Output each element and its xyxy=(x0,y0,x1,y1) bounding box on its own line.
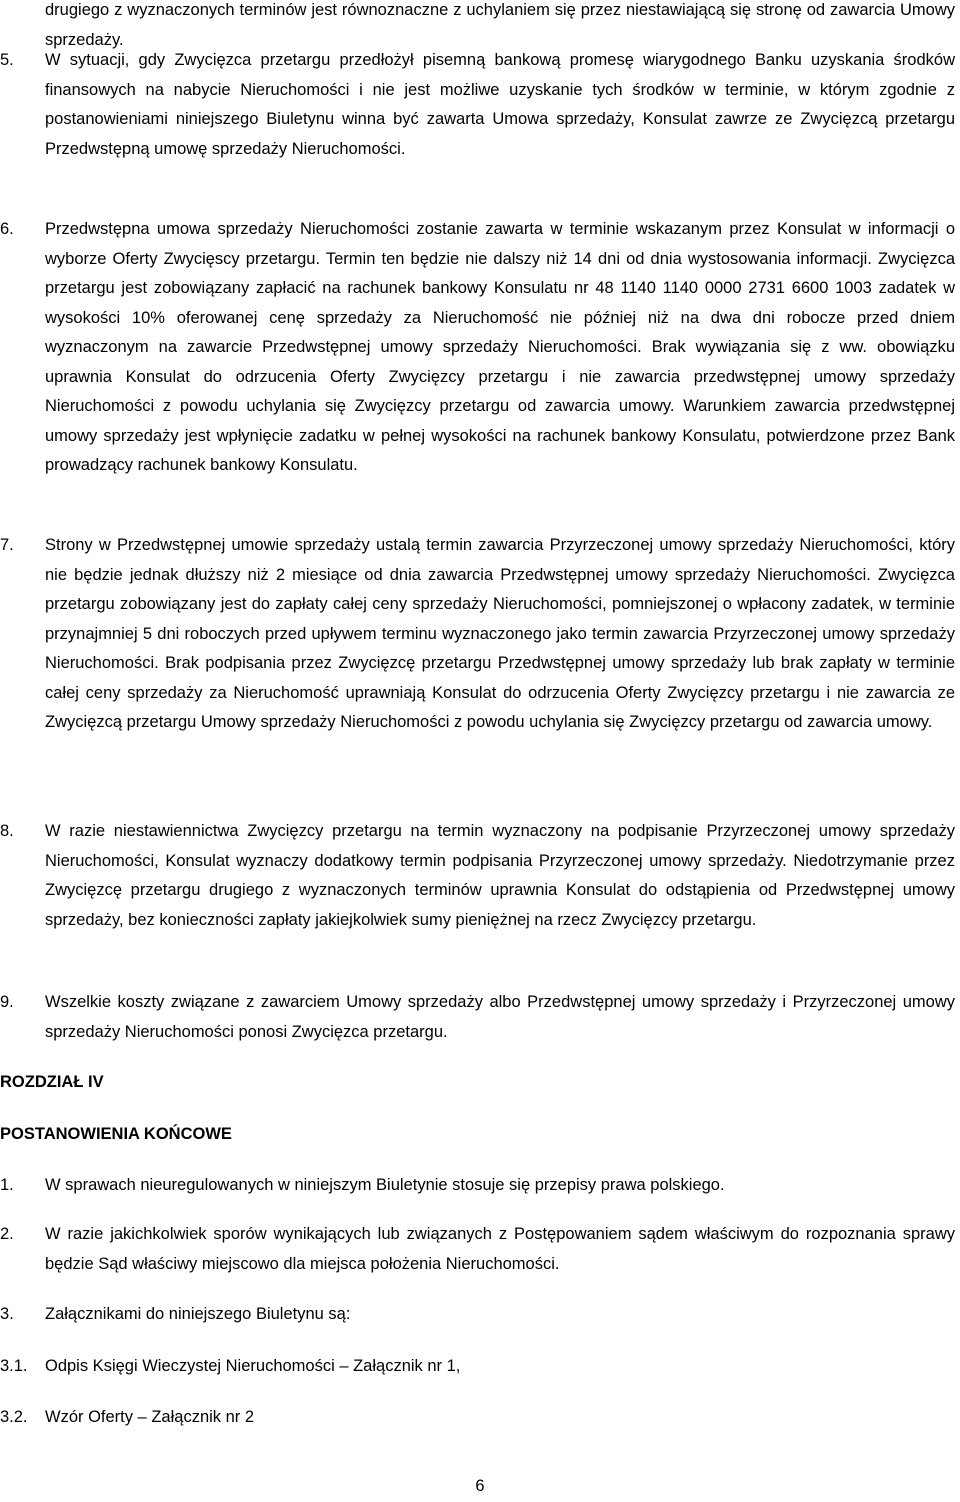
chapter-title: ROZDZIAŁ IV xyxy=(0,1073,104,1091)
point-number: 9. xyxy=(0,993,14,1011)
final-point-text: Odpis Księgi Wieczystej Nieruchomości – Załącznik nr 1, xyxy=(45,1357,461,1375)
point-text: Strony w Przedwstępnej umowie sprzedaży ustalą termin zawarcia Przyrzeczonej umowy sprzedaży Nieruchomości, który nie będzie jednak dłuższy niż 2 miesiące od dnia zawarcia Przedwstępnej umowy sprzedaży Nieruchomości. Zwycięzca przetargu zobowiązany jest do zapłaty całej ceny sprzedaży Nieruchomości, pomniejszonej o wpłacony zadatek, w terminie przynajmniej 5 dni roboczych przed upływem terminu wyznaczonego jako termin zawarcia Przyrzeczonej umowy sprzedaży Nieruchomości. Brak podpisania przez Zwycięzcę przetargu Przedwstępnej umowy sprzedaży lub brak zapłaty w terminie całej ceny sprzedaży za Nieruchomość uprawniają Konsulat do odrzucenia Oferty Zwycięzcy przetargu i nie zawarcia ze Zwycięzcą przetargu Umowy sprzedaży Nieruchomości z powodu uchylania się Zwycięzcy przetargu od zawarcia umowy. xyxy=(45,536,955,731)
chapter-subtitle: POSTANOWIENIA KOŃCOWE xyxy=(0,1125,232,1143)
intro-continuation: drugiego z wyznaczonych terminów jest równoznaczne z uchylaniem się przez niestawiającą się stronę od zawarcia Umowy sprzedaży. xyxy=(45,1,955,49)
point-text: Wszelkie koszty związane z zawarciem Umowy sprzedaży albo Przedwstępnej umowy sprzedaży i Przyrzeczonej umowy sprzedaży Nieruchomości ponosi Zwycięzca przetargu. xyxy=(45,993,955,1041)
point-number: 5. xyxy=(0,51,14,69)
final-point-number: 3.1. xyxy=(0,1357,28,1375)
page-number: 6 xyxy=(475,1477,485,1495)
final-point-text: Wzór Oferty – Załącznik nr 2 xyxy=(45,1408,255,1426)
final-point-text: W sprawach nieuregulowanych w niniejszym Biuletynie stosuje się przepisy prawa polskiego. xyxy=(45,1176,725,1194)
point-number: 6. xyxy=(0,220,14,238)
final-point-text: Załącznikami do niniejszego Biuletynu są: xyxy=(45,1305,351,1323)
final-point-number: 3.2. xyxy=(0,1408,28,1426)
point-text: W razie niestawiennictwa Zwycięzcy przetargu na termin wyznaczony na podpisanie Przyrzeczonej umowy sprzedaży Nieruchomości, Konsulat wyznaczy dodatkowy termin podpisania Przyrzeczonej umowy sprzedaży. Niedotrzymanie przez Zwycięzcę przetargu drugiego z wyznaczonych terminów uprawnia Konsulat do odstąpienia od Przedwstępnej umowy sprzedaży, bez konieczności zapłaty jakiejkolwiek sumy pieniężnej na rzecz Zwycięzcy przetargu. xyxy=(45,822,955,929)
final-point-number: 2. xyxy=(0,1225,14,1243)
final-point-number: 1. xyxy=(0,1176,14,1194)
point-number: 8. xyxy=(0,822,14,840)
point-number: 7. xyxy=(0,536,14,554)
point-text: W sytuacji, gdy Zwycięzca przetargu przedłożył pisemną bankową promesę wiarygodnego Banku uzyskania środków finansowych na nabycie Nieruchomości i nie jest możliwe uzyskanie tych środków w terminie, w którym zgodnie z postanowieniami niniejszego Biuletynu winna być zawarta Umowa sprzedaży, Konsulat zawrze ze Zwycięzcą przetargu Przedwstępną umowę sprzedaży Nieruchomości. xyxy=(45,51,955,158)
final-point-number: 3. xyxy=(0,1305,14,1323)
point-text: Przedwstępna umowa sprzedaży Nieruchomości zostanie zawarta w terminie wskazanym przez Konsulat w informacji o wyborze Oferty Zwycięscy przetargu. Termin ten będzie nie dalszy niż 14 dni od dnia wystosowania informacji. Zwycięzca przetargu jest zobowiązany zapłacić na rachunek bankowy Konsulatu nr 48 1140 1140 0000 2731 6600 1003 zadatek w wysokości 10% oferowanej cenę sprzedaży za Nieruchomość nie później niż na dwa dni robocze przed dniem wyznaczonym na zawarcie Przedwstępnej umowy sprzedaży Nieruchomości. Brak wywiązania się z ww. obowiązku uprawnia Konsulat do odrzucenia Oferty Zwycięzcy przetargu i nie zawarcia przedwstępnej umowy sprzedaży Nieruchomości z powodu uchylania się Zwycięzcy przetargu od zawarcia umowy. Warunkiem zawarcia przedwstępnej umowy sprzedaży jest wpłynięcie zadatku w pełnej wysokości na rachunek bankowy Konsulatu, potwierdzone przez Bank prowadzący rachunek bankowy Konsulatu. xyxy=(45,220,955,474)
final-point-text: W razie jakichkolwiek sporów wynikających lub związanych z Postępowaniem sądem właściwym do rozpoznania sprawy będzie Sąd właściwy miejscowo dla miejsca położenia Nieruchomości. xyxy=(45,1225,955,1273)
